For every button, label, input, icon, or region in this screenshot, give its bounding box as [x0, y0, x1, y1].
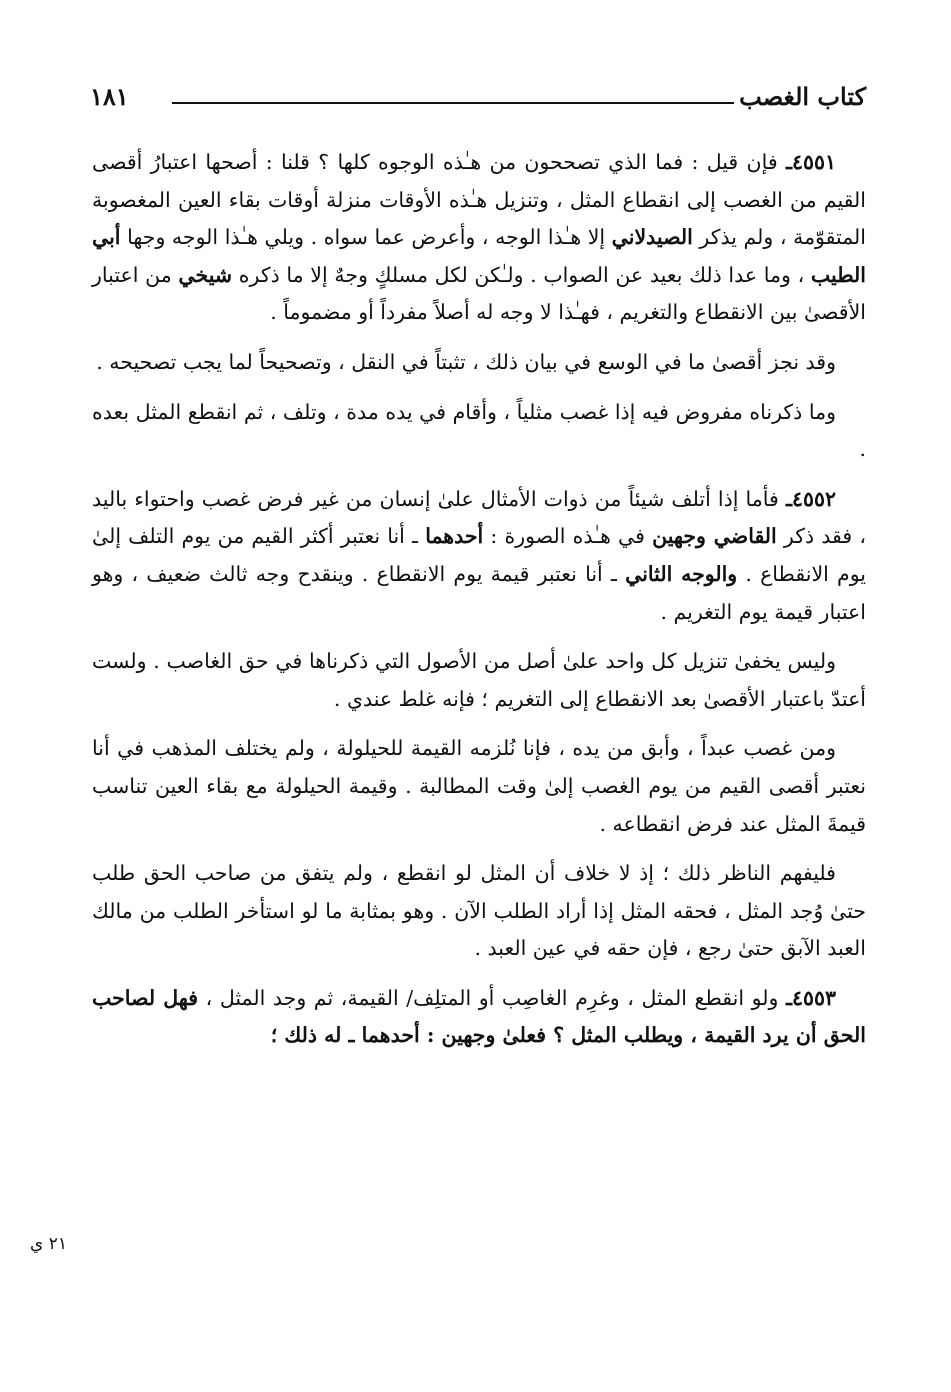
text-run: من اعتبار الأقصىٰ بين الانقطاع والتغريم ، فهـٰذا لا وجه له أصلاً مفرداً أو مضموماً .: [92, 262, 866, 325]
text-run: إلا هـٰذا الوجه ، وأعرض عما سواه . ويلي هـٰذا الوجه وجها: [120, 225, 612, 250]
paragraph-number: ٤٥٥١ـ: [785, 150, 836, 174]
bold-text: فهل لصاحب الحق أن يرد القيمة ، ويطلب المثل ؟ فعلىٰ وجهين : أحدهما ـ له ذلك ؛: [92, 985, 866, 1048]
margin-note: ٢١ ي: [30, 1234, 67, 1254]
chapter-title: كتاب الغصب: [739, 82, 866, 111]
paragraph: [92, 643, 866, 718]
bold-text: أبي الطيب: [92, 225, 866, 287]
text-run: ـ أنا نعتبر أكثر القيم من يوم التلف إلىٰ يوم الانقطاع .: [92, 524, 867, 586]
text-run: ـ أنا نعتبر قيمة يوم الانقطاع . وينقدح وجه ثالث ضعيف ، وهو اعتبار قيمة يوم التغريم .: [92, 561, 866, 624]
page-body: [92, 144, 866, 1067]
text-run: ولو انقطع المثل ، وغرِم الغاصِب أو المتلِف/ القيمة، ثم وجد المثل ،: [198, 985, 786, 1010]
bold-text: الصيدلاني: [611, 225, 693, 250]
numbered-paragraph: [92, 980, 866, 1055]
bold-text: والوجه الثاني: [625, 561, 738, 586]
text-run: وقد نجز أقصىٰ ما في الوسع في بيان ذلك ، تثبتاً في النقل ، وتصحيحاً لما يجب تصحيحه .: [96, 349, 836, 374]
text-run: فأما إذا أتلف شيئاً من ذوات الأمثال علىٰ إنسان من غير فرض غصب واحتواء باليد ، فقد ذكر: [92, 486, 866, 549]
text-run: ومن غصب عبداً ، وأبق من يده ، فإنا نُلزمه القيمة للحيلولة ، ولم يختلف المذهب في أنا نعتبر أقصى القيم من يوم الغصب إلىٰ وقت المطالبة . وقيمة الحيلولة مع بقاء العين تناسب قيمةَ المثل عند فرض انقطاعه .: [92, 736, 866, 836]
bold-text: شيخي: [178, 262, 233, 287]
page-number: ١٨١: [90, 82, 129, 111]
paragraph: [92, 855, 866, 968]
numbered-paragraph: [92, 481, 866, 631]
numbered-paragraph: [92, 144, 866, 332]
bold-text: أحدهما: [425, 524, 484, 549]
page-header: [90, 82, 866, 122]
text-run: وليس يخفىٰ تنزيل كل واحد علىٰ أصل من الأصول التي ذكرناها في حق الغاصب . ولست أعتدّ باعتبار الأقصىٰ بعد الانقطاع إلى التغريم ؛ فإنه غلط عندي .: [92, 649, 866, 711]
paragraph: [92, 730, 866, 843]
paragraph-number: ٤٥٥٢ـ: [785, 486, 836, 511]
bold-text: القاضي وجهين: [652, 524, 777, 549]
text-run: ، وما عدا ذلك بعيد عن الصواب . ولـٰكن لكل مسلكٍ وجهٌ إلا ما ذكره: [232, 262, 811, 287]
paragraph: [92, 394, 866, 469]
paragraph-number: ٤٥٥٣ـ: [785, 985, 836, 1010]
text-run: في هـٰذه الصورة :: [483, 524, 653, 549]
header-rule: [172, 102, 734, 104]
text-run: وما ذكرناه مفروض فيه إذا غصب مثلياً ، وأقام في يده مدة ، وتلف ، ثم انقطع المثل بعده .: [92, 399, 866, 462]
text-run: فإن قيل : فما الذي تصححون من هـٰذه الوجوه كلها ؟ قلنا : أصحها اعتبارُ أقصى القيم من الغصب إلى انقطاع المثل ، وتنزيل هـٰذه الأوقات منزلة أوقات بقاء العين المغصوبة المتقوّمة ، ولم يذكر: [92, 150, 866, 250]
text-run: فليفهم الناظر ذلك ؛ إذ لا خلاف أن المثل لو انقطع ، ولم يتفق من صاحب الحق طلب حتىٰ وُجد المثل ، فحقه المثل إذا أراد الطلب الآن . وهو بمثابة ما لو استأخر الطلب من مالك العبد الآبق حتىٰ رجع ، فإن حقه في عين العبد .: [92, 861, 866, 961]
paragraph: [92, 344, 866, 382]
